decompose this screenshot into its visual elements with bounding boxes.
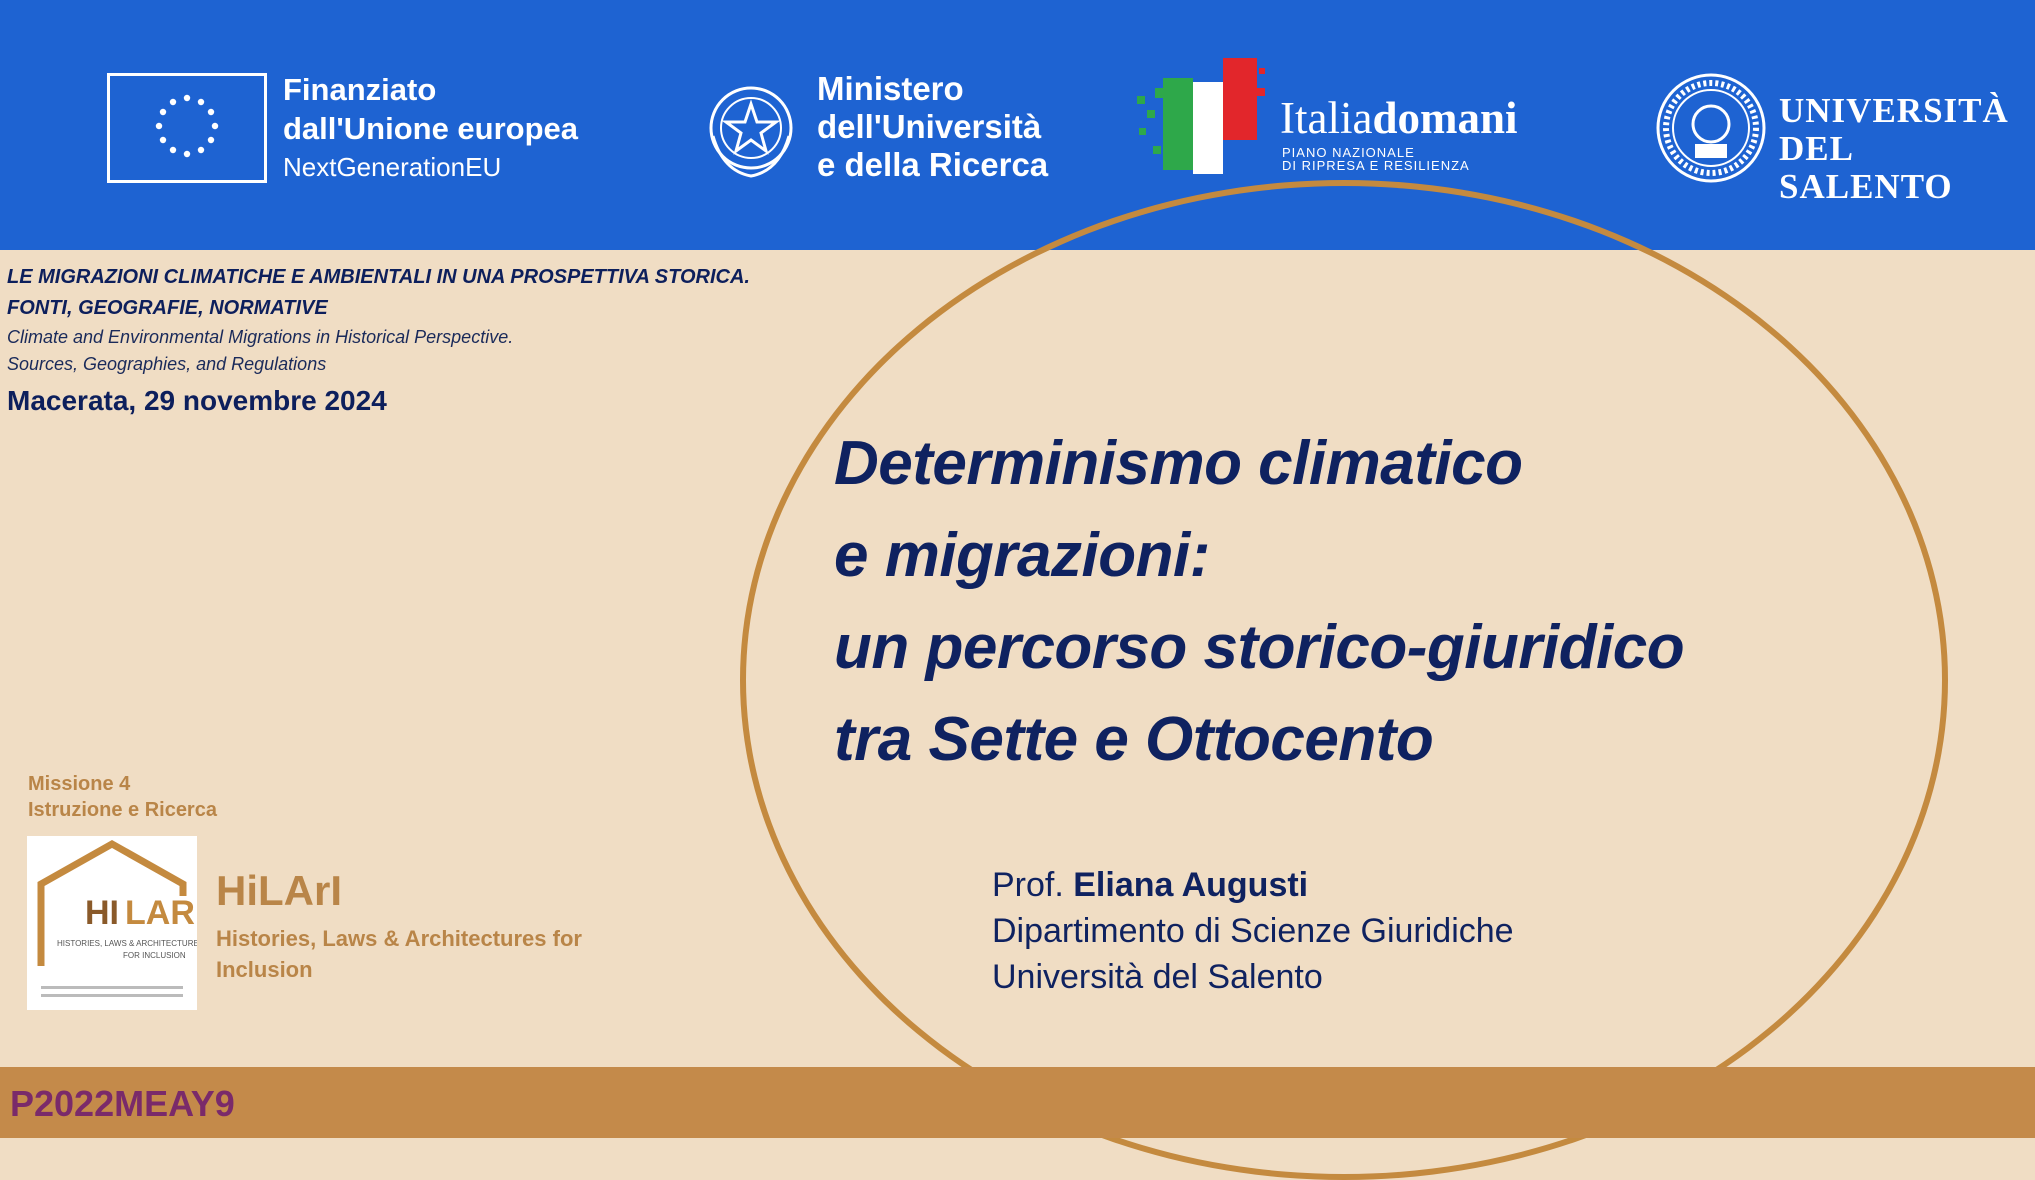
ministry-line-1: Ministero [817,70,964,107]
hilari-logo-tagline-2: FOR INCLUSION [123,951,186,960]
missione-label [28,771,217,823]
project-code: P2022MEAY9 [10,1083,235,1124]
italiadomani-flag-icon [1133,58,1268,178]
author-name: Eliana Augusti [1073,866,1309,904]
talk-title-line-4: tra Sette e Ottocento [834,705,1434,774]
hilari-logo [27,836,197,1010]
conference-title-en-1: Climate and Environmental Migrations in Historical Perspective. [7,327,514,347]
university-wordmark [1779,92,2035,206]
footer-bar [0,1067,2035,1138]
author-department: Dipartimento di Scienze Giuridiche [992,912,1514,950]
university-line-2: DEL SALENTO [1779,129,1953,206]
eu-line-3: NextGenerationEU [283,152,502,182]
italiadomani-wordmark [1280,93,1518,143]
hilari-logo-hi: HI [85,894,119,932]
missione-line-1: Missione 4 [28,773,131,795]
hilari-subtitle-line-2: Inclusion [216,957,313,982]
conference-title-en-2: Sources, Geographies, and Regulations [7,354,327,374]
conference-date: Macerata, 29 novembre 2024 [7,385,387,416]
ministry-text [817,70,1048,184]
author-university: Università del Salento [992,958,1323,996]
conference-title-it-2: FONTI, GEOGRAFIE, NORMATIVE [7,297,328,319]
eu-flag-icon [107,73,267,183]
hilari-subtitle [216,923,582,985]
conference-info [7,262,750,422]
italian-republic-emblem-icon [703,76,799,184]
talk-title-line-1: Determinismo climatico [834,429,1523,498]
italiadomani-sub-1: PIANO NAZIONALE [1282,145,1415,160]
funding-banner [0,0,2035,250]
hilari-logo-lari: LARI [125,894,197,932]
talk-title-line-2: e migrazioni: [834,521,1210,590]
italiadomani-word-light: Italia [1280,93,1373,143]
missione-line-2: Istruzione e Ricerca [28,799,217,821]
university-seal-icon [1655,72,1767,184]
eu-funding-text [283,70,578,186]
author-block [992,862,1514,1000]
italiadomani-sub-2: DI RIPRESA E RESILIENZA [1282,158,1470,173]
talk-title [834,418,1684,786]
hilari-logo-tagline-1: HISTORIES, LAWS & ARCHITECTURES [57,939,197,948]
author-prefix: Prof. [992,866,1074,904]
university-line-1: UNIVERSITÀ [1779,91,2009,130]
eu-line-1: Finanziato [283,72,437,107]
author-name-line [992,862,1514,908]
ministry-line-2: dell'Università [817,108,1042,145]
hilari-name: HiLArI [216,867,342,914]
talk-title-line-3: un percorso storico-giuridico [834,613,1685,682]
ministry-line-3: e della Ricerca [817,146,1049,183]
italiadomani-word-bold: domani [1372,93,1518,143]
eu-line-2: dall'Unione europea [283,111,579,146]
conference-title-it-1: LE MIGRAZIONI CLIMATICHE E AMBIENTALI IN UNA PROSPETTIVA STORICA. [7,266,750,288]
hilari-subtitle-line-1: Histories, Laws & Architectures for [216,926,582,951]
italiadomani-subtitle [1282,146,1470,172]
